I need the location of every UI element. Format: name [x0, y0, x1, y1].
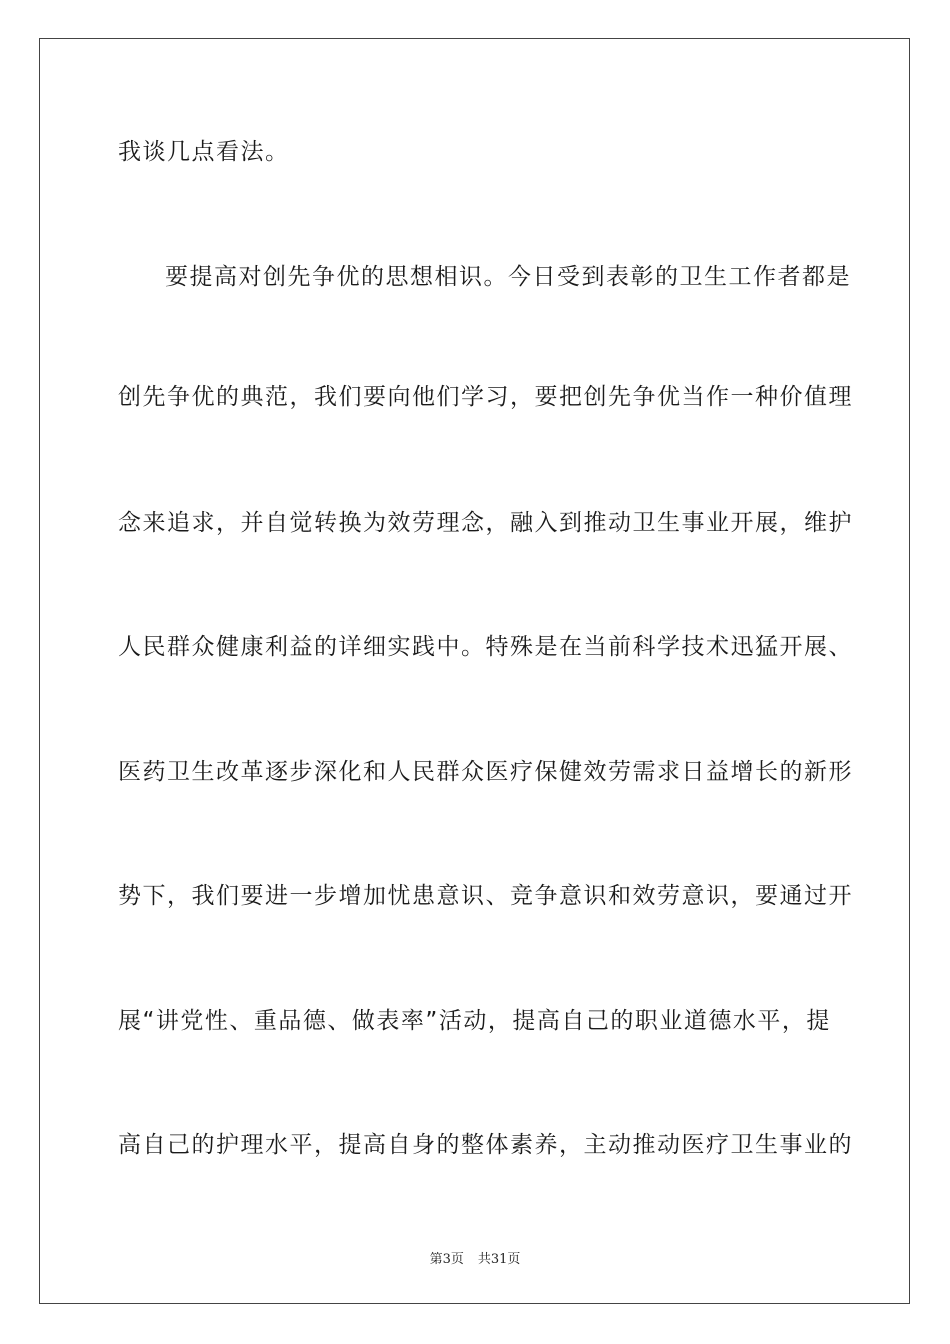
- page-number: 第3页: [429, 1252, 464, 1267]
- page-footer: [0, 1248, 950, 1267]
- page-total: 共31页: [477, 1252, 521, 1267]
- text-line: 展“讲党性、重品德、做表率”活动，提高自己的职业道德水平，提: [118, 1008, 831, 1034]
- text-line: 高自己的护理水平，提高自身的整体素养，主动推动医疗卫生事业的: [118, 1132, 853, 1158]
- text-line: 创先争优的典范，我们要向他们学习，要把创先争优当作一种价值理: [118, 384, 853, 410]
- text-line: 人民群众健康利益的详细实践中。特殊是在当前科学技术迅猛开展、: [118, 634, 853, 660]
- text-line: 我谈几点看法。: [118, 139, 290, 165]
- text-line: 要提高对创先争优的思想相识。今日受到表彰的卫生工作者都是: [165, 264, 851, 290]
- text-line: 念来追求，并自觉转换为效劳理念，融入到推动卫生事业开展，维护: [118, 510, 853, 536]
- page-border: [39, 38, 910, 1304]
- text-line: 势下，我们要进一步增加忧患意识、竞争意识和效劳意识，要通过开: [118, 883, 853, 909]
- text-line: 医药卫生改革逐步深化和人民群众医疗保健效劳需求日益增长的新形: [118, 759, 853, 785]
